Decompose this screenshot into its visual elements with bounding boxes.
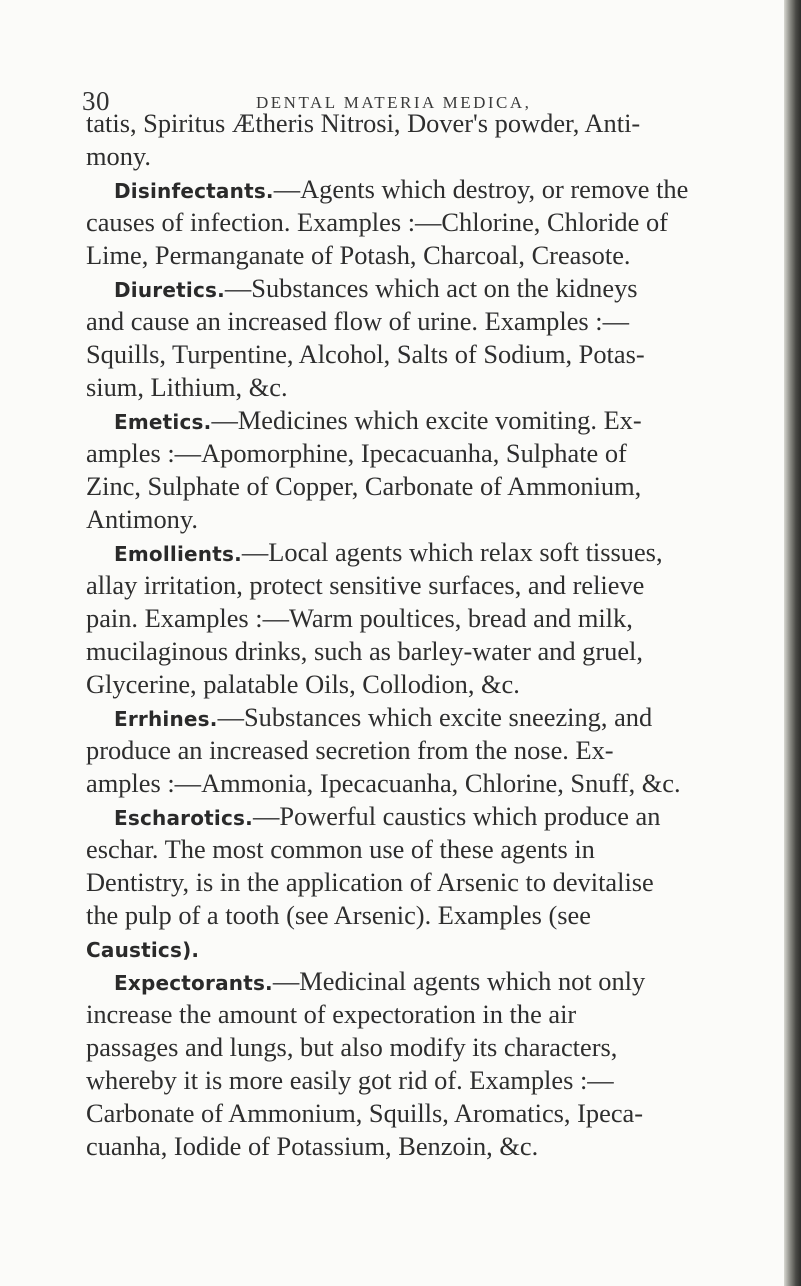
text-line — [86, 1130, 744, 1163]
text-line — [86, 536, 744, 569]
line-text: mony. — [86, 141, 151, 171]
page-number: 30 — [82, 86, 110, 116]
text-line — [86, 140, 744, 173]
text-line — [86, 932, 744, 965]
line-text: —Medicinal agents which not only — [272, 966, 646, 996]
line-text: and cause an increased flow of urine. Examples :— — [86, 306, 630, 336]
line-text: Carbonate of Ammonium, Squills, Aromatics, Ipeca- — [86, 1098, 644, 1128]
text-line — [86, 272, 744, 305]
text-line — [86, 338, 744, 371]
page-edge — [784, 0, 801, 1286]
entry-term: Diuretics. — [114, 278, 225, 302]
text-line — [86, 734, 744, 767]
text-line — [86, 107, 744, 140]
entry-term: Escharotics. — [114, 806, 253, 830]
text-line — [86, 998, 744, 1031]
line-text: passages and lungs, but also modify its characters, — [86, 1032, 618, 1062]
line-text: —Local agents which relax soft tissues, — [241, 537, 663, 567]
text-line — [86, 1031, 744, 1064]
line-text: —Substances which act on the kidneys — [224, 273, 638, 303]
text-line — [86, 866, 744, 899]
text-line — [86, 206, 744, 239]
line-text: Zinc, Sulphate of Copper, Carbonate of Ammonium, — [86, 471, 642, 501]
text-line — [86, 899, 744, 932]
text-line — [86, 668, 744, 701]
text-line — [86, 569, 744, 602]
line-text: eschar. The most common use of these agents in — [86, 834, 595, 864]
line-text: causes of infection. Examples :—Chlorine, Chloride of — [86, 207, 668, 237]
body-text — [86, 107, 744, 1163]
running-head: DENTAL MATERIA MEDICA, — [256, 93, 532, 112]
text-line — [86, 239, 744, 272]
text-line — [86, 701, 744, 734]
line-text: mucilaginous drinks, such as barley-water and gruel, — [86, 636, 643, 666]
line-text: —Medicines which excite vomiting. Ex- — [211, 405, 642, 435]
text-line — [86, 173, 744, 206]
entry-term: Errhines. — [114, 707, 218, 731]
text-line — [86, 371, 744, 404]
line-text: Glycerine, palatable Oils, Collodion, &c. — [86, 669, 520, 699]
text-line — [86, 833, 744, 866]
entry-term: Expectorants. — [114, 971, 273, 995]
line-text: —Substances which excite sneezing, and — [217, 702, 653, 732]
line-text: amples :—Ammonia, Ipecacuanha, Chlorine, Snuff, &c. — [86, 768, 681, 798]
line-text: allay irritation, protect sensitive surfaces, and relieve — [86, 570, 645, 600]
line-text: —Powerful caustics which produce an — [252, 801, 661, 831]
text-line — [86, 602, 744, 635]
line-text: cuanha, Iodide of Potassium, Benzoin, &c. — [86, 1131, 539, 1161]
line-text: —Agents which destroy, or remove the — [273, 174, 689, 204]
line-text: whereby it is more easily got rid of. Examples :— — [86, 1065, 614, 1095]
text-line — [86, 404, 744, 437]
entry-term: Emetics. — [114, 410, 212, 434]
text-line — [86, 470, 744, 503]
line-text: sium, Lithium, &c. — [86, 372, 288, 402]
text-line — [86, 635, 744, 668]
text-line — [86, 305, 744, 338]
text-line — [86, 1097, 744, 1130]
line-text: Antimony. — [86, 504, 198, 534]
text-line — [86, 965, 744, 998]
entry-term: Caustics). — [86, 938, 200, 962]
line-text: increase the amount of expectoration in the air — [86, 999, 577, 1029]
text-line — [86, 1064, 744, 1097]
line-text: Dentistry, is in the application of Arsenic to devitalise — [86, 867, 654, 897]
text-line — [86, 437, 744, 470]
text-line — [86, 800, 744, 833]
line-text: the pulp of a tooth (see Arsenic). Examples (see — [86, 900, 591, 930]
line-text: amples :—Apomorphine, Ipecacuanha, Sulphate of — [86, 438, 627, 468]
line-text: Squills, Turpentine, Alcohol, Salts of Sodium, Potas- — [86, 339, 645, 369]
line-text: pain. Examples :—Warm poultices, bread and milk, — [86, 603, 633, 633]
line-text: produce an increased secretion from the nose. Ex- — [86, 735, 614, 765]
line-text: Lime, Permanganate of Potash, Charcoal, Creasote. — [86, 240, 631, 270]
line-text: tatis, Spiritus Ætheris Nitrosi, Dover's powder, Anti- — [86, 108, 641, 138]
text-line — [86, 503, 744, 536]
text-line — [86, 767, 744, 800]
entry-term: Emollients. — [114, 542, 242, 566]
entry-term: Disinfectants. — [114, 179, 274, 203]
